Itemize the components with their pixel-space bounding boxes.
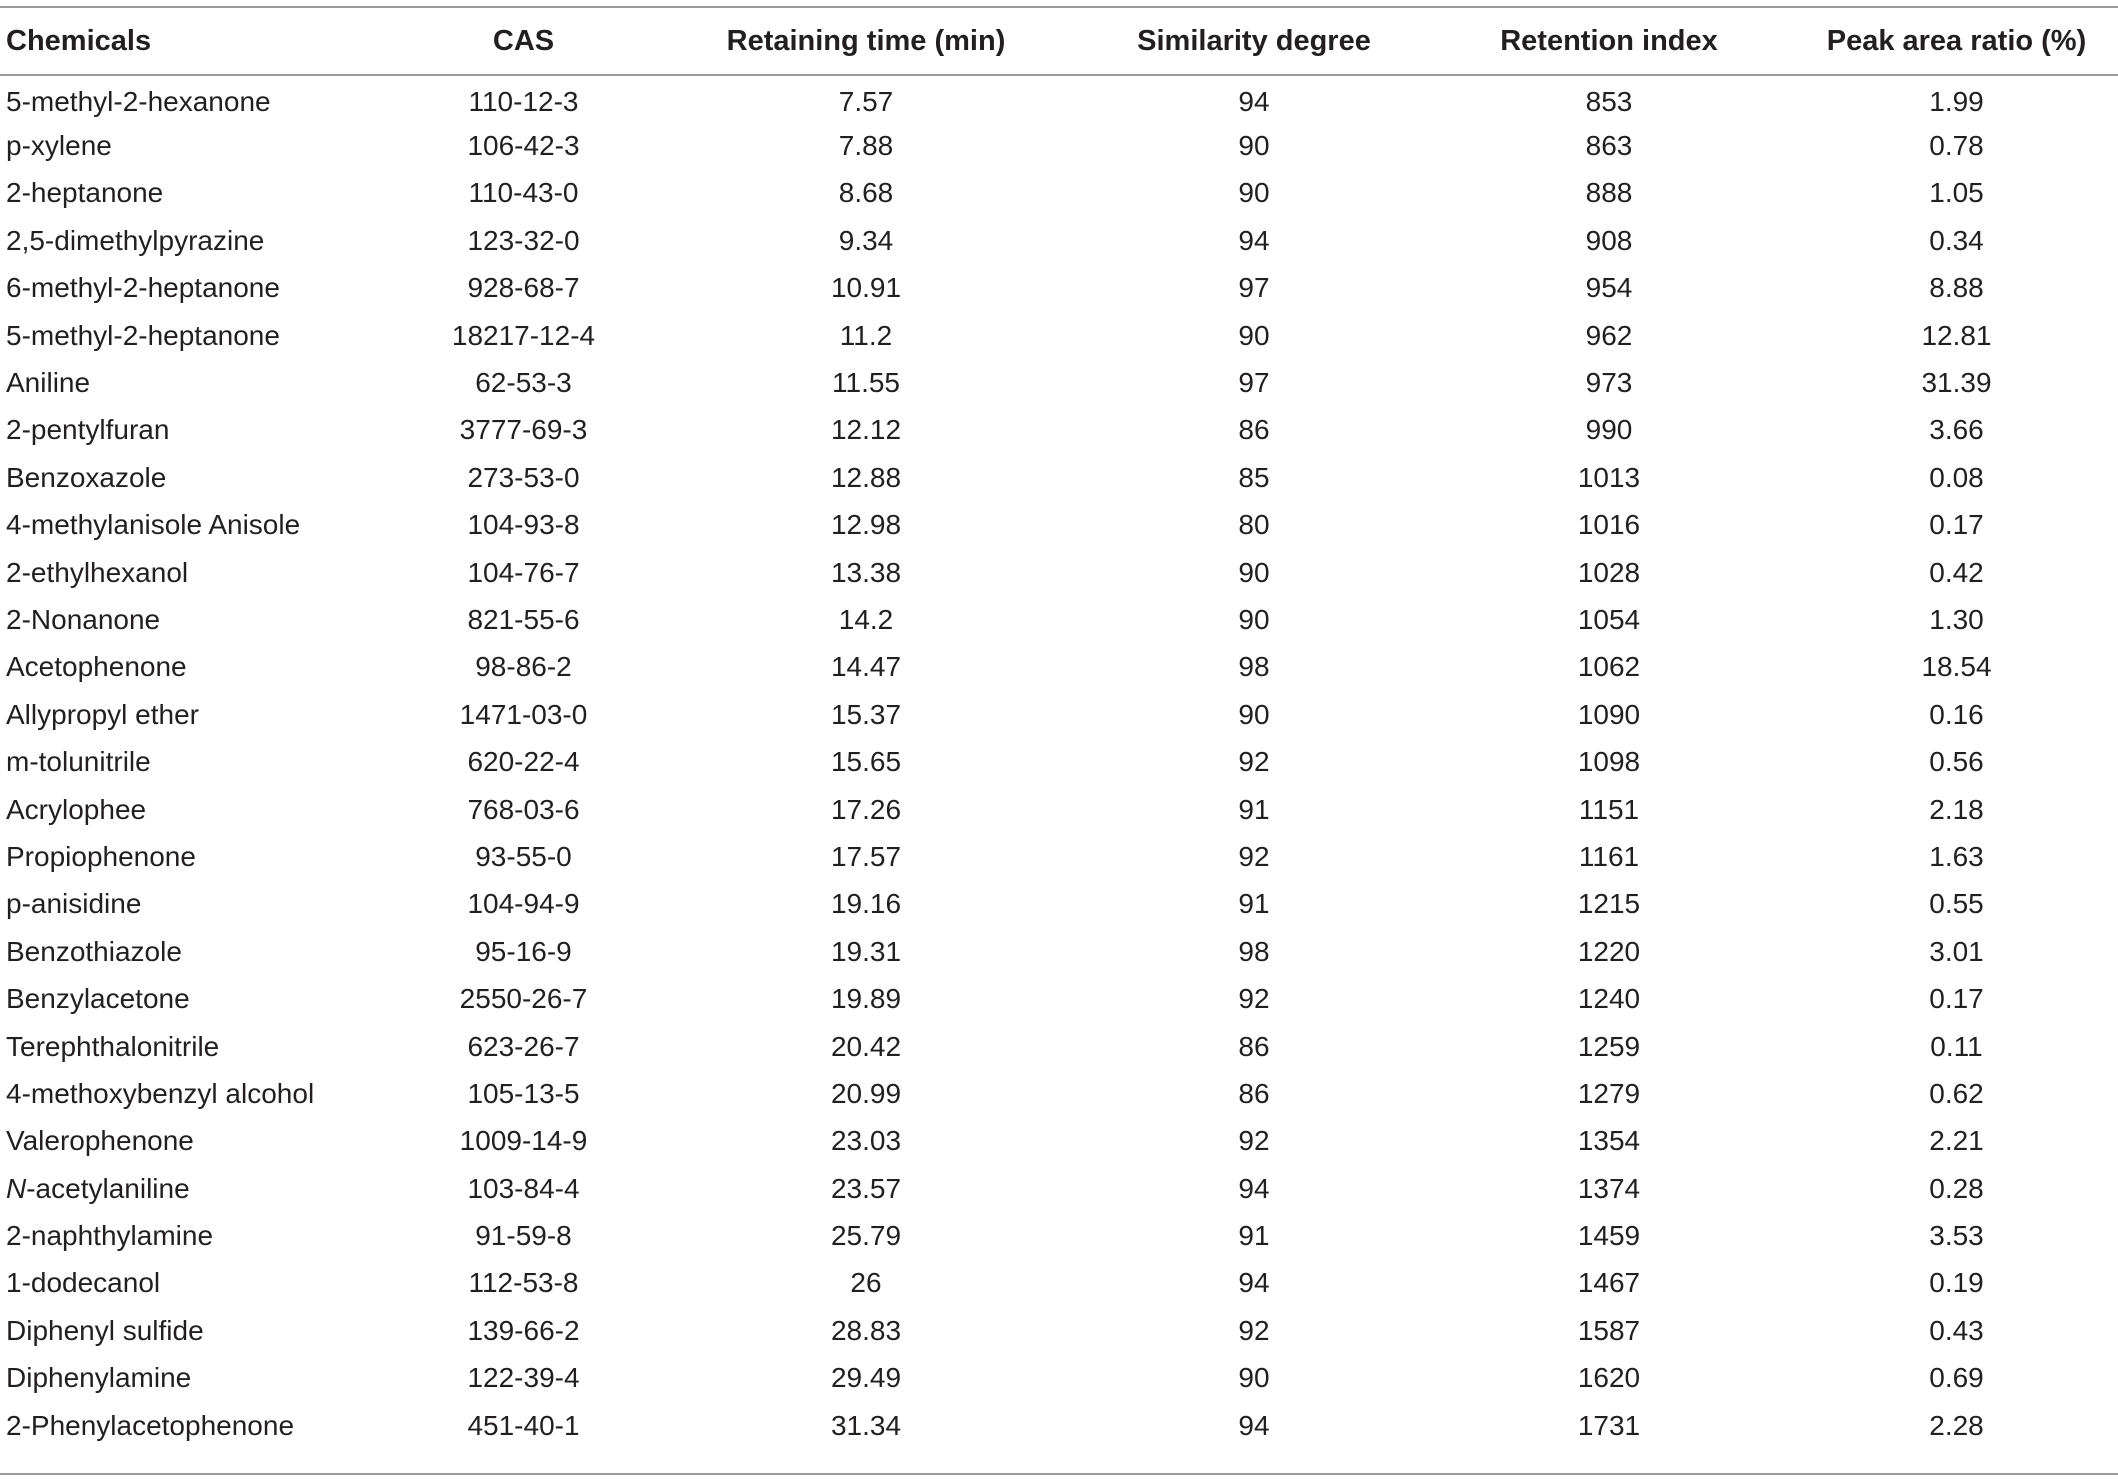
cell-similarity-degree: 97 [1238,272,1270,304]
cell-retention-index: 1215 [1577,888,1641,920]
cell-peak-area-ratio: 0.34 [1929,224,1984,256]
cell-retaining-time: 19.16 [830,888,902,920]
cell-cas: 123-32-0 [467,224,580,256]
cell-chemical: 2,5-dimethylpyrazine [6,224,265,256]
cell-similarity-degree: 94 [1238,224,1270,256]
cell-similarity-degree: 86 [1238,1030,1270,1062]
cell-peak-area-ratio: 3.66 [1929,414,1984,446]
cell-retention-index: 888 [1585,177,1633,209]
cell-similarity-degree: 92 [1238,1125,1270,1157]
table-row [0,928,2118,975]
cell-cas: 104-93-8 [467,509,580,541]
cell-retention-index: 1731 [1577,1409,1641,1441]
cell-retaining-time: 15.65 [830,746,902,778]
cell-similarity-degree: 94 [1238,1172,1270,1204]
cell-cas: 93-55-0 [475,840,572,872]
cell-retaining-time: 23.03 [830,1125,902,1157]
cell-peak-area-ratio: 0.55 [1929,888,1984,920]
cell-chemical: 2-naphthylamine [6,1220,214,1252]
table-row [0,881,2118,928]
cell-peak-area-ratio: 1.30 [1929,603,1984,635]
table-row [0,217,2118,264]
table-row [0,1307,2118,1354]
cell-peak-area-ratio: 0.19 [1929,1267,1984,1299]
table-row [0,738,2118,785]
cell-similarity-degree: 91 [1238,1220,1270,1252]
cell-chemical: Benzoxazole [6,461,167,493]
cell-chemical: Acrylophee [6,793,147,825]
cell-cas: 451-40-1 [467,1409,580,1441]
cell-retention-index: 1620 [1577,1362,1641,1394]
cell-retention-index: 973 [1585,367,1633,399]
cell-retaining-time: 11.55 [832,367,900,399]
cell-retaining-time: 28.83 [830,1314,902,1346]
cell-retaining-time: 20.99 [830,1077,902,1109]
cell-retaining-time: 11.2 [839,319,893,351]
table-row [0,359,2118,406]
cell-chemical: Diphenylamine [6,1362,192,1394]
cell-similarity-degree: 92 [1238,746,1270,778]
cell-peak-area-ratio: 1.05 [1929,177,1984,209]
cell-similarity-degree: 85 [1238,461,1270,493]
cell-peak-area-ratio: 0.42 [1929,556,1984,588]
cell-peak-area-ratio: 0.08 [1929,461,1984,493]
cell-similarity-degree: 97 [1238,367,1270,399]
cell-retaining-time: 31.34 [830,1409,902,1441]
cell-cas: 1009-14-9 [459,1125,588,1157]
cell-cas: 62-53-3 [475,367,572,399]
cell-peak-area-ratio: 1.63 [1929,840,1984,872]
cell-cas: 110-43-0 [468,177,579,209]
cell-chemical: 5-methyl-2-heptanone [6,319,280,351]
cell-peak-area-ratio: 0.17 [1929,509,1984,541]
cell-cas: 122-39-4 [467,1362,580,1394]
cell-similarity-degree: 90 [1238,698,1270,730]
table-row [0,691,2118,738]
cell-retention-index: 908 [1585,224,1633,256]
cell-similarity-degree: 94 [1238,1267,1270,1299]
cell-retaining-time: 12.98 [830,509,902,541]
cell-cas: 768-03-6 [467,793,580,825]
table-row [0,454,2118,501]
table-row [0,265,2118,312]
cell-retention-index: 1354 [1577,1125,1641,1157]
table-row [0,1402,2118,1449]
cell-retention-index: 1587 [1577,1314,1641,1346]
table-row [0,786,2118,833]
cell-cas: 112-53-8 [468,1267,579,1299]
table-body [0,75,2118,1449]
cell-peak-area-ratio: 0.69 [1929,1362,1984,1394]
cell-cas: 620-22-4 [467,746,580,778]
cell-similarity-degree: 92 [1238,840,1270,872]
cell-retaining-time: 17.57 [830,840,902,872]
cell-peak-area-ratio: 0.56 [1929,746,1984,778]
cell-chemical: Acetophenone [6,651,187,683]
cell-chemical: 1-dodecanol [6,1267,161,1299]
cell-retaining-time: 14.47 [830,651,902,683]
cell-retaining-time: 13.38 [830,556,902,588]
table-row [0,549,2118,596]
cell-retaining-time: 9.34 [838,224,894,256]
cell-chemical: Diphenyl sulfide [6,1314,204,1346]
table-row [0,596,2118,643]
cell-similarity-degree: 86 [1238,414,1270,446]
header-retention-index: Retention index [1500,24,1718,57]
cell-retention-index: 1459 [1577,1220,1641,1252]
cell-chemical: Terephthalonitrile [6,1030,220,1062]
cell-retention-index: 1220 [1577,935,1641,967]
table-row [0,170,2118,217]
header-cas: CAS [492,24,555,57]
cell-peak-area-ratio: 0.43 [1929,1314,1984,1346]
cell-retention-index: 1161 [1578,840,1640,872]
cell-peak-area-ratio: 0.17 [1929,983,1984,1015]
cell-chemical: Benzothiazole [6,935,182,967]
table-row [0,644,2118,691]
cell-cas: 623-26-7 [467,1030,580,1062]
cell-peak-area-ratio: 2.21 [1929,1125,1984,1157]
cell-cas: 18217-12-4 [451,319,596,351]
cell-similarity-degree: 98 [1238,651,1270,683]
cell-retention-index: 1028 [1577,556,1641,588]
cell-cas: 95-16-9 [475,935,572,967]
cell-peak-area-ratio: 2.18 [1929,793,1984,825]
cell-retention-index: 1098 [1577,746,1641,778]
cell-similarity-degree: 90 [1238,319,1270,351]
cell-chemical: 2-ethylhexanol [6,556,189,588]
table-row [0,1070,2118,1117]
cell-retaining-time: 29.49 [830,1362,902,1394]
cell-similarity-degree: 90 [1238,556,1270,588]
cell-retention-index: 1151 [1578,793,1640,825]
cell-peak-area-ratio: 1.99 [1929,86,1984,118]
cell-similarity-degree: 92 [1238,1314,1270,1346]
cell-chemical: p-anisidine [6,888,142,920]
cell-cas: 273-53-0 [467,461,580,493]
cell-peak-area-ratio: 0.62 [1929,1077,1984,1109]
cell-chemical: 6-methyl-2-heptanone [6,272,280,304]
cell-cas: 91-59-8 [475,1220,572,1252]
cell-cas: 105-13-5 [467,1077,580,1109]
table-row [0,407,2118,454]
cell-retention-index: 1374 [1577,1172,1641,1204]
cell-peak-area-ratio: 0.28 [1929,1172,1984,1204]
cell-peak-area-ratio: 0.11 [1930,1030,1983,1062]
cell-chemical: Propiophenone [6,840,196,872]
table-row [0,312,2118,359]
cell-chemical: Allypropyl ether [6,698,199,730]
cell-similarity-degree: 94 [1238,1409,1270,1441]
cell-cas: 928-68-7 [467,272,580,304]
table-row [0,1212,2118,1259]
table-header [0,7,2118,75]
cell-retention-index: 990 [1585,414,1633,446]
cell-cas: 3777-69-3 [459,414,588,446]
cell-retaining-time: 14.2 [838,603,894,635]
header-retaining-time: Retaining time (min) [726,24,1006,57]
cell-retention-index: 1013 [1577,461,1641,493]
cell-similarity-degree: 92 [1238,983,1270,1015]
cell-cas: 821-55-6 [467,603,580,635]
cell-similarity-degree: 90 [1238,1362,1270,1394]
table-row [0,1260,2118,1307]
cell-retaining-time: 25.79 [830,1220,902,1252]
cell-retaining-time: 7.57 [838,86,894,118]
cell-cas: 98-86-2 [475,651,572,683]
table-row [0,502,2118,549]
cell-retention-index: 1062 [1577,651,1641,683]
cell-peak-area-ratio: 31.39 [1921,367,1992,399]
cell-peak-area-ratio: 3.01 [1929,935,1984,967]
cell-retaining-time: 8.68 [838,177,894,209]
cell-chemical: 2-Phenylacetophenone [6,1409,295,1441]
table-row [0,75,2118,122]
cell-retaining-time: 20.42 [830,1030,902,1062]
cell-retaining-time: 10.91 [830,272,902,304]
table-row [0,1355,2118,1402]
chemicals-table [0,6,2118,1449]
cell-retention-index: 954 [1585,272,1633,304]
cell-peak-area-ratio: 3.53 [1929,1220,1984,1252]
table-row [0,833,2118,880]
table-row [0,1165,2118,1212]
cell-cas: 104-94-9 [467,888,580,920]
cell-cas: 110-12-3 [468,86,579,118]
cell-retention-index: 1259 [1577,1030,1641,1062]
cell-chemical: N-acetylaniline [6,1172,190,1204]
cell-retaining-time: 19.89 [830,983,902,1015]
cell-chemical: 4-methoxybenzyl alcohol [6,1077,315,1109]
cell-chemical: m-tolunitrile [6,746,151,778]
table-bottom-rule [0,1473,2118,1475]
cell-similarity-degree: 80 [1238,509,1270,541]
cell-retention-index: 962 [1585,319,1633,351]
cell-cas: 2550-26-7 [459,983,588,1015]
cell-chemical: Aniline [6,367,91,399]
cell-retention-index: 1467 [1577,1267,1641,1299]
cell-retention-index: 1016 [1577,509,1641,541]
table-row [0,1118,2118,1165]
cell-retaining-time: 12.12 [830,414,902,446]
cell-peak-area-ratio: 2.28 [1929,1409,1984,1441]
cell-peak-area-ratio: 0.16 [1929,698,1984,730]
table-row [0,1023,2118,1070]
cell-retaining-time: 26 [850,1267,882,1299]
cell-peak-area-ratio: 0.78 [1929,130,1984,162]
cell-peak-area-ratio: 12.81 [1921,319,1992,351]
header-chemicals: Chemicals [6,24,152,57]
table-row [0,122,2118,169]
cell-retaining-time: 17.26 [830,793,902,825]
cell-cas: 103-84-4 [467,1172,580,1204]
cell-retention-index: 1279 [1577,1077,1641,1109]
cell-similarity-degree: 98 [1238,935,1270,967]
cell-chemical: 5-methyl-2-hexanone [6,86,271,118]
cell-cas: 104-76-7 [467,556,580,588]
cell-retaining-time: 23.57 [830,1172,902,1204]
cell-retention-index: 1054 [1577,603,1641,635]
header-peak-area-ratio: Peak area ratio (%) [1826,24,2087,57]
cell-similarity-degree: 94 [1238,86,1270,118]
cell-chemical: 2-Nonanone [6,603,161,635]
header-similarity-degree: Similarity degree [1137,24,1371,57]
cell-retaining-time: 15.37 [830,698,902,730]
cell-retaining-time: 12.88 [830,461,902,493]
cell-similarity-degree: 91 [1238,888,1270,920]
cell-cas: 1471-03-0 [459,698,588,730]
cell-retaining-time: 7.88 [838,130,894,162]
cell-retention-index: 1240 [1577,983,1641,1015]
cell-peak-area-ratio: 18.54 [1921,651,1992,683]
cell-retaining-time: 19.31 [830,935,902,967]
cell-chemical: p-xylene [6,130,112,162]
header-row [0,7,2118,75]
cell-similarity-degree: 86 [1238,1077,1270,1109]
cell-retention-index: 863 [1585,130,1633,162]
cell-chemical: Valerophenone [6,1125,194,1157]
cell-similarity-degree: 90 [1238,603,1270,635]
cell-cas: 139-66-2 [467,1314,580,1346]
table-row [0,975,2118,1022]
cell-chemical: Benzylacetone [6,983,190,1015]
cell-similarity-degree: 90 [1238,130,1270,162]
cell-similarity-degree: 90 [1238,177,1270,209]
cell-similarity-degree: 91 [1238,793,1270,825]
cell-retention-index: 853 [1585,86,1633,118]
cell-peak-area-ratio: 8.88 [1929,272,1984,304]
cell-chemical: 2-heptanone [6,177,164,209]
cell-retention-index: 1090 [1577,698,1641,730]
cell-chemical: 4-methylanisole Anisole [6,509,301,541]
cell-chemical: 2-pentylfuran [6,414,170,446]
cell-cas: 106-42-3 [467,130,580,162]
